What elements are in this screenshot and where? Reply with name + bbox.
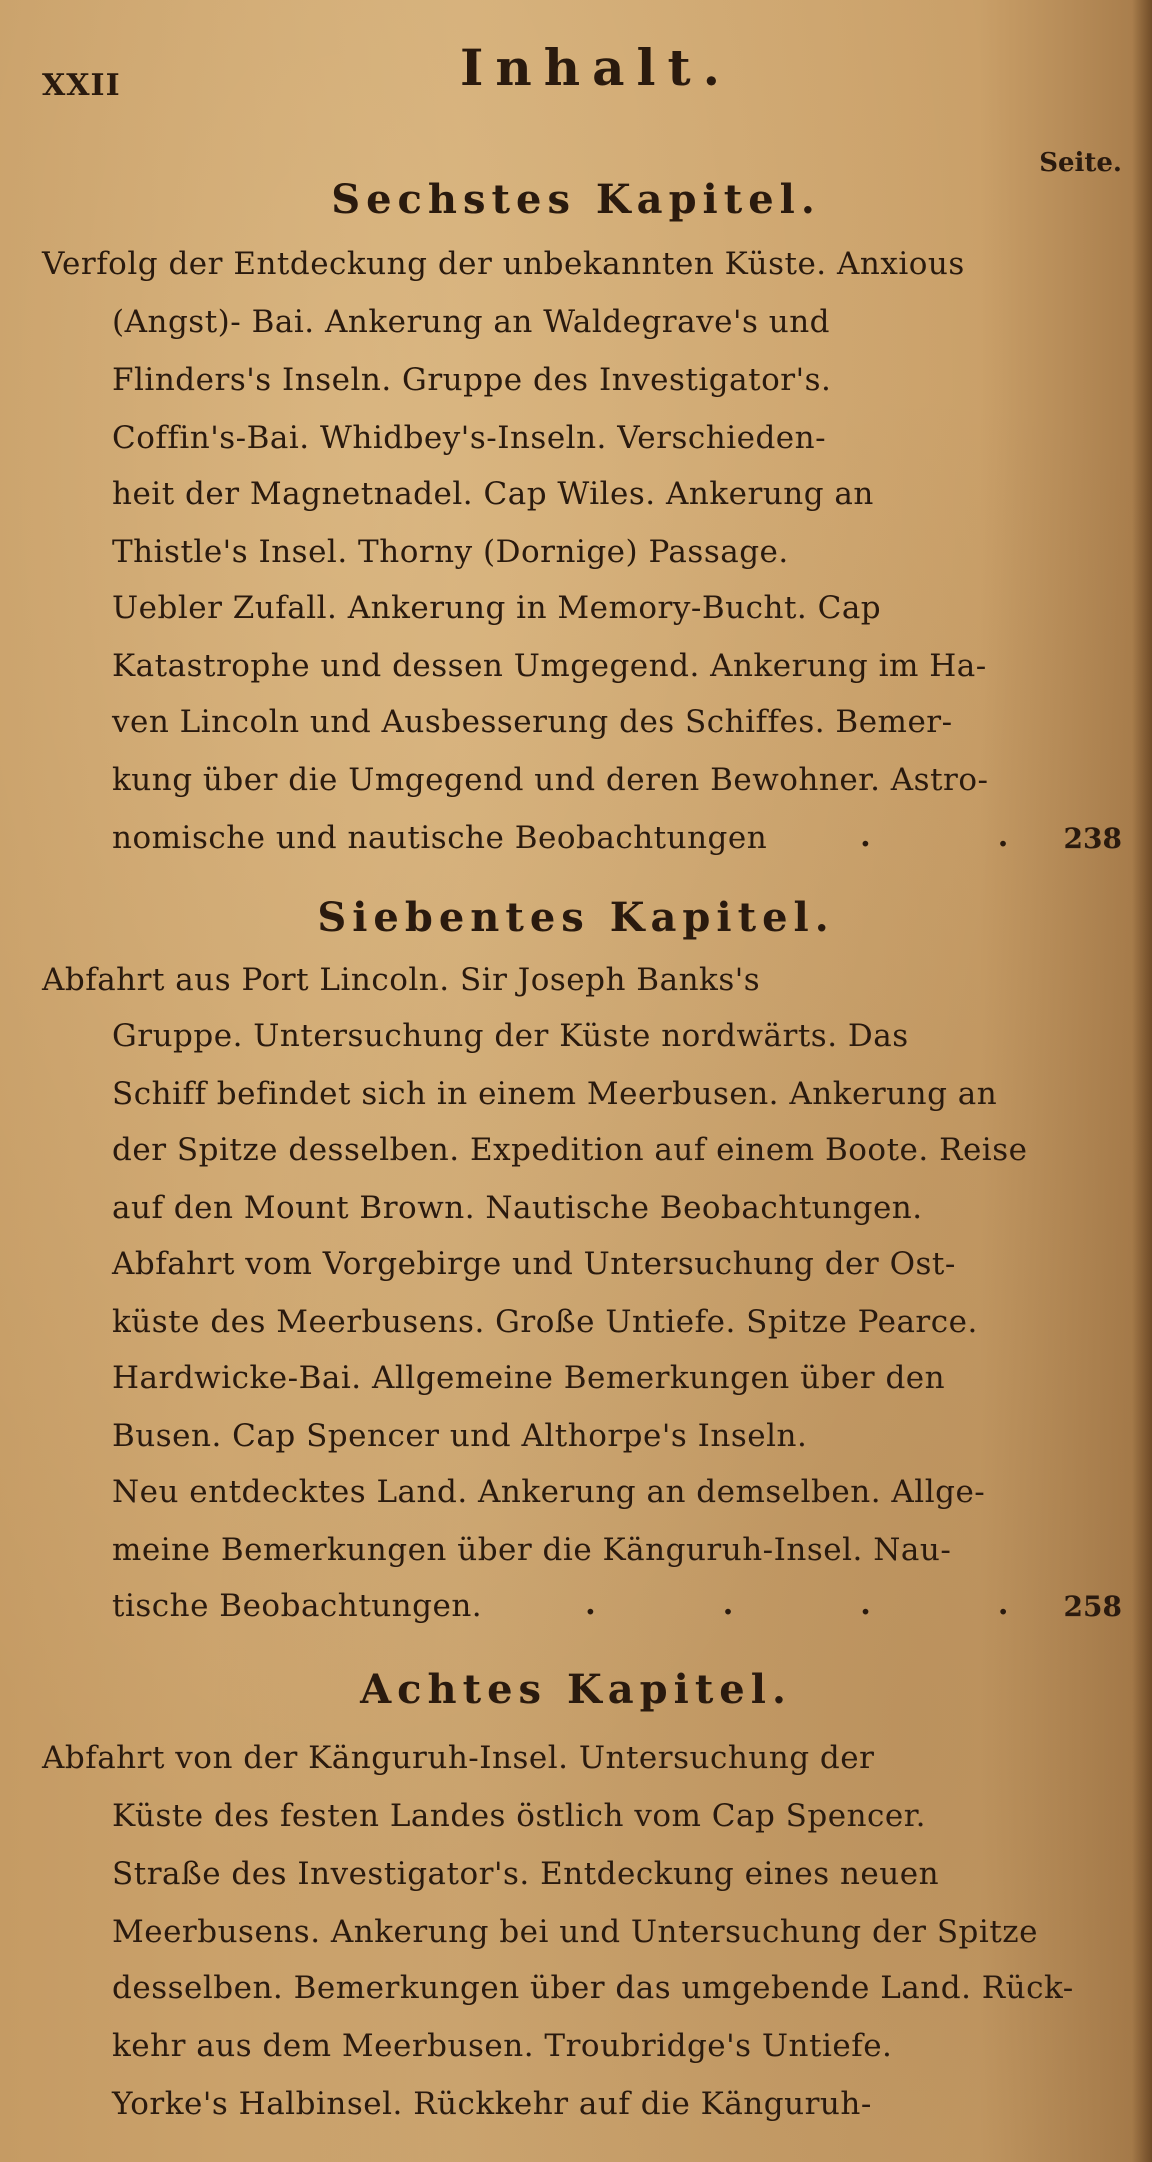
page-number: XXII [42, 68, 121, 103]
summary-line: Katastrophe und dessen Umgegend. Ankerung im Ha- [112, 648, 987, 684]
chapter-heading-siebentes: Siebentes Kapitel. [317, 894, 835, 941]
seite-column-label: Seite. [1039, 148, 1122, 178]
summary-line: tische Beobachtungen. [112, 1588, 483, 1624]
summary-line: Straße des Investigator's. Entdeckung eines neuen [112, 1856, 940, 1892]
summary-line: kehr aus dem Meerbusen. Troubridge's Untiefe. [112, 2028, 893, 2064]
summary-line: Meerbusens. Ankerung bei und Untersuchung der Spitze [112, 1914, 1038, 1950]
summary-line: meine Bemerkungen über die Känguruh-Insel. Nau- [112, 1532, 952, 1568]
summary-line: Busen. Cap Spencer und Althorpe's Inseln. [112, 1418, 808, 1454]
summary-line: Hardwicke-Bai. Allgemeine Bemerkungen über den [112, 1360, 946, 1396]
summary-line: Uebler Zufall. Ankerung in Memory-Bucht. Cap [112, 590, 882, 626]
chapter-heading-achtes: Achtes Kapitel. [360, 1666, 792, 1713]
summary-line: Flinders's Inseln. Gruppe des Investigator's. [112, 362, 832, 398]
summary-line: (Angst)- Bai. Ankerung an Waldegrave's und [112, 304, 831, 340]
summary-line: Coffin's-Bai. Whidbey's-Inseln. Verschieden- [112, 420, 827, 456]
summary-line: Neu entdecktes Land. Ankerung an demselben. Allge- [112, 1474, 986, 1510]
page-reference: 238 [1063, 822, 1122, 855]
summary-line: ven Lincoln und Ausbesserung des Schiffes. Bemer- [112, 704, 953, 740]
summary-line: auf den Mount Brown. Nautische Beobachtungen. [112, 1190, 923, 1226]
summary-line: Abfahrt von der Känguruh-Insel. Untersuchung der [42, 1740, 875, 1776]
summary-line: Abfahrt vom Vorgebirge und Untersuchung der Ost- [112, 1246, 956, 1282]
dot-leader: . . . . [585, 1586, 1067, 1622]
summary-line: Schiff befindet sich in einem Meerbusen. Ankerung an [112, 1076, 998, 1112]
summary-line: Küste des festen Landes östlich vom Cap Spencer. [112, 1798, 927, 1834]
summary-line: Thistle's Insel. Thorny (Dornige) Passage. [112, 534, 789, 570]
summary-line: küste des Meerbusens. Große Untiefe. Spitze Pearce. [112, 1304, 978, 1340]
summary-line: nomische und nautische Beobachtungen [112, 820, 768, 856]
summary-line: Abfahrt aus Port Lincoln. Sir Joseph Banks's [42, 962, 761, 998]
summary-line: Verfolg der Entdeckung der unbekannten Küste. Anxious [42, 246, 965, 282]
page-header [0, 38, 1152, 108]
summary-line: der Spitze desselben. Expedition auf einem Boote. Reise [112, 1132, 1028, 1168]
page-reference: 258 [1063, 1590, 1122, 1623]
summary-line: Gruppe. Untersuchung der Küste nordwärts. Das [112, 1018, 909, 1054]
summary-line: heit der Magnetnadel. Cap Wiles. Ankerung an [112, 476, 874, 512]
running-head: Inhalt. [460, 38, 732, 97]
page-edge-shadow [1132, 0, 1152, 2162]
summary-line: desselben. Bemerkungen über das umgebende Land. Rück- [112, 1970, 1074, 2006]
summary-line: kung über die Umgegend und deren Bewohner. Astro- [112, 762, 989, 798]
summary-line: Yorke's Halbinsel. Rückkehr auf die Känguruh- [112, 2086, 872, 2122]
chapter-heading-sechstes: Sechstes Kapitel. [331, 176, 821, 223]
dot-leader: . . [860, 818, 1067, 854]
